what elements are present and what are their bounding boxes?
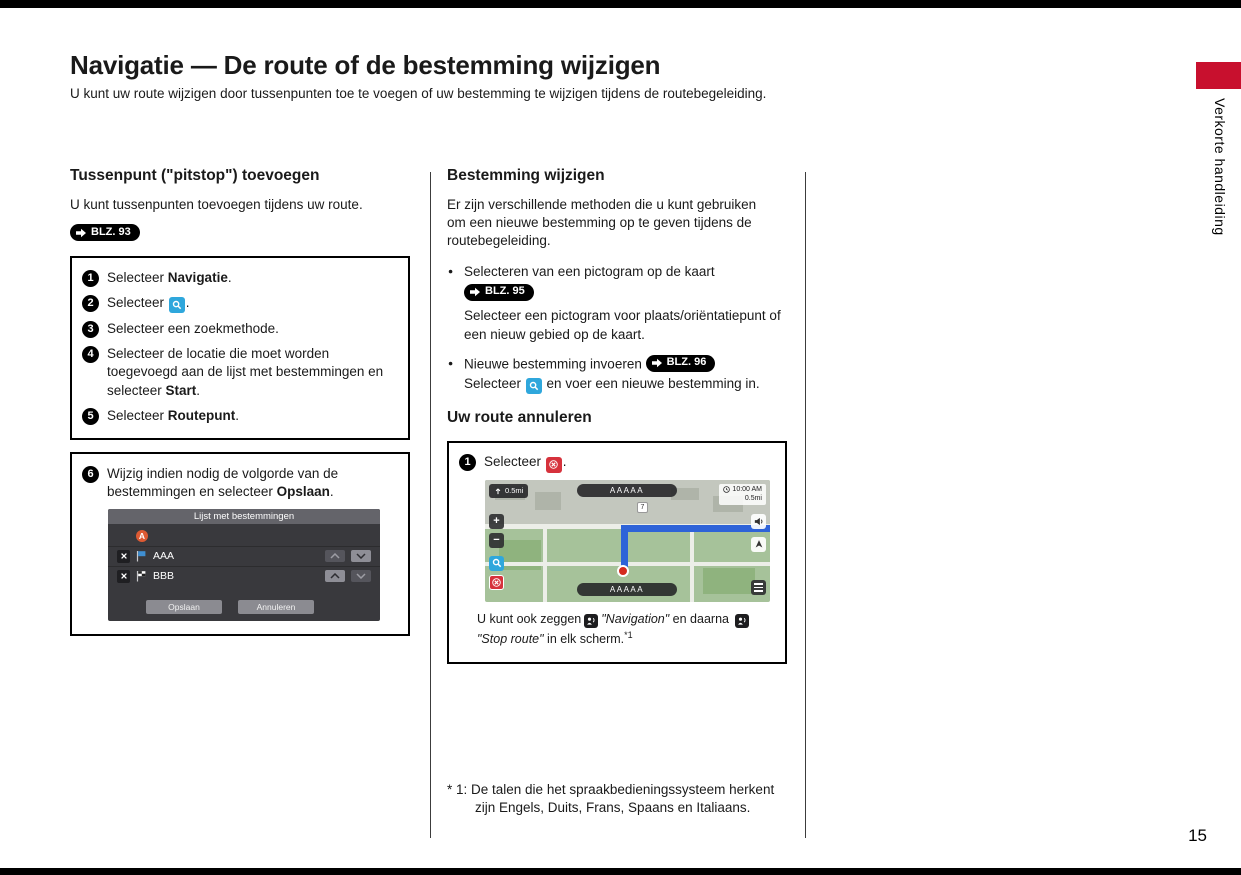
turn-arrow-icon <box>494 486 502 495</box>
waypoint-intro: U kunt tussenpunten toevoegen tijdens uw route. <box>70 196 363 212</box>
footnote-text: * 1: De talen die het spraakbedieningssysteem herkent zijn Engels, Duits, Frans, Spaans en Italiaans. <box>447 781 775 816</box>
map-road <box>690 524 694 602</box>
bullet-enter-new-destination <box>447 355 787 374</box>
arrow-right-icon <box>75 228 87 238</box>
turn-distance: 0.5mi <box>505 485 524 495</box>
map-search-icon <box>489 556 504 571</box>
checkered-flag-icon <box>136 570 147 582</box>
cancel-route-box <box>447 441 787 663</box>
step-6-number: 6 <box>82 466 99 483</box>
cancel-step-1-text: Selecteer . <box>484 453 775 473</box>
step-5-number: 5 <box>82 408 99 425</box>
step-6 <box>82 465 398 501</box>
page-subtitle: U kunt uw route wijzigen door tussenpunten toe te voegen of uw bestemming te wijzigen tijdens de routebegeleiding. <box>70 86 767 101</box>
map-road <box>543 524 547 602</box>
voice-command-icon <box>735 614 749 628</box>
move-down-icon <box>351 550 371 562</box>
step-1-number: 1 <box>82 270 99 287</box>
voice-command-icon <box>584 614 598 628</box>
destination-list-title: Lijst met bestemmingen <box>108 509 380 524</box>
map-block <box>535 492 561 510</box>
eta-info <box>719 484 766 505</box>
move-up-icon <box>325 550 345 562</box>
zoom-in-button: + <box>489 514 504 529</box>
destination-row-2 <box>108 566 380 585</box>
current-position-pin <box>617 565 629 577</box>
step-4-text: Selecteer de locatie die moet worden toegevoegd aan de lijst met bestemmingen en selecteer Start. <box>107 346 384 398</box>
step-1-text: Selecteer Navigatie. <box>107 269 232 285</box>
speaker-icon <box>751 514 766 529</box>
page-ref-badge-96 <box>646 355 716 372</box>
badge-line <box>464 284 787 303</box>
destination-row-1 <box>108 546 380 565</box>
move-up-icon <box>325 570 345 582</box>
remaining-distance: 0.5mi <box>744 495 762 503</box>
destination-row-1-label: AAA <box>153 550 175 563</box>
bullet-2-sub-text: Selecteer en voer een nieuwe bestemming in. <box>464 375 787 394</box>
route-line <box>621 525 770 532</box>
clock-icon <box>723 486 730 493</box>
section-heading-cancel-route: Uw route annuleren <box>447 409 592 427</box>
step-6-text: Wijzig indien nodig de volgorde van de bestemmingen en selecteer Opslaan. <box>107 466 339 500</box>
section-heading-waypoint: Tussenpunt ("pitstop") toevoegen <box>70 167 320 184</box>
right-column <box>447 166 787 664</box>
cancel-step-1 <box>459 453 775 473</box>
save-button: Opslaan <box>146 600 222 614</box>
arrow-right-icon <box>469 287 481 297</box>
destination-list-screenshot <box>108 509 380 621</box>
menu-icon <box>751 580 766 595</box>
page-ref-badge-93-label: BLZ. 93 <box>91 225 131 238</box>
chapter-tab-marker <box>1196 62 1241 89</box>
page-ref-badge-95-label: BLZ. 95 <box>485 285 525 298</box>
step-5-text: Selecteer Routepunt. <box>107 407 240 423</box>
bullet-select-icon-on-map <box>447 263 787 281</box>
search-icon <box>169 297 185 313</box>
step-4-number: 4 <box>82 346 99 363</box>
column-divider-right <box>805 172 806 838</box>
bullet-1-sub-text: Selecteer een pictogram voor plaats/oriëntatiepunt of een nieuw gebied op de kaart. <box>464 308 781 342</box>
navigation-map-screenshot <box>485 480 770 602</box>
change-destination-intro: Er zijn verschillende methoden die u kunt gebruiken om een nieuwe bestemming op te geven tijdens de routebegeleiding. <box>447 196 757 249</box>
cancel-step-1-number: 1 <box>459 454 476 471</box>
step-3-number: 3 <box>82 321 99 338</box>
next-turn-info <box>489 484 528 498</box>
destination-row-2-label: BBB <box>153 570 175 583</box>
compass-icon <box>751 537 766 552</box>
move-down-icon <box>351 570 371 582</box>
step-3 <box>82 320 398 338</box>
arrow-right-icon <box>651 358 663 368</box>
street-name-top: AAAAA <box>577 484 677 497</box>
steps-box-2 <box>70 452 410 636</box>
waypoint-flag-icon <box>136 550 147 562</box>
footnote-reference: *1 <box>624 630 633 641</box>
bottom-border-bar <box>0 868 1241 875</box>
remove-destination-icon <box>117 550 130 563</box>
route-marker-a: A <box>136 530 148 542</box>
page-title: Navigatie — De route of de bestemming wijzigen <box>70 50 661 80</box>
search-icon <box>526 378 542 394</box>
step-4 <box>82 345 398 400</box>
street-name-bottom: AAAAA <box>577 583 677 596</box>
step-2 <box>82 294 398 313</box>
steps-box-1 <box>70 256 410 440</box>
cancel-route-icon <box>546 457 562 473</box>
arrival-time: 10:00 AM <box>732 485 762 493</box>
page-number: 15 <box>1188 826 1207 845</box>
chapter-tab-label: Verkorte handleiding <box>1212 98 1228 236</box>
bullet-2-text: Nieuwe bestemming invoeren <box>464 356 642 372</box>
voice-command-caption: U kunt ook zeggen "Navigation" en daarna "Stop route" in elk scherm.$^{*1}$ <box>477 610 775 650</box>
left-column <box>70 166 410 636</box>
bullet-1-text: Selecteren van een pictogram op de kaart <box>464 263 715 279</box>
remove-destination-icon <box>117 570 130 583</box>
step-3-text: Selecteer een zoekmethode. <box>107 320 279 336</box>
road-shield: 7 <box>637 502 648 513</box>
step-2-text: Selecteer . <box>107 294 398 313</box>
step-5 <box>82 407 398 425</box>
top-border-bar <box>0 0 1241 8</box>
section-heading-change-destination: Bestemming wijzigen <box>447 167 605 184</box>
step-1 <box>82 269 398 287</box>
zoom-out-button: − <box>489 533 504 548</box>
map-cancel-route-icon <box>489 575 504 590</box>
page-ref-badge-95 <box>464 284 534 301</box>
step-2-number: 2 <box>82 295 99 312</box>
map-park <box>703 568 755 594</box>
column-divider-left <box>430 172 431 838</box>
page-ref-badge-96-label: BLZ. 96 <box>666 356 707 369</box>
cancel-button: Annuleren <box>238 600 314 614</box>
page-ref-badge-93 <box>70 224 140 241</box>
